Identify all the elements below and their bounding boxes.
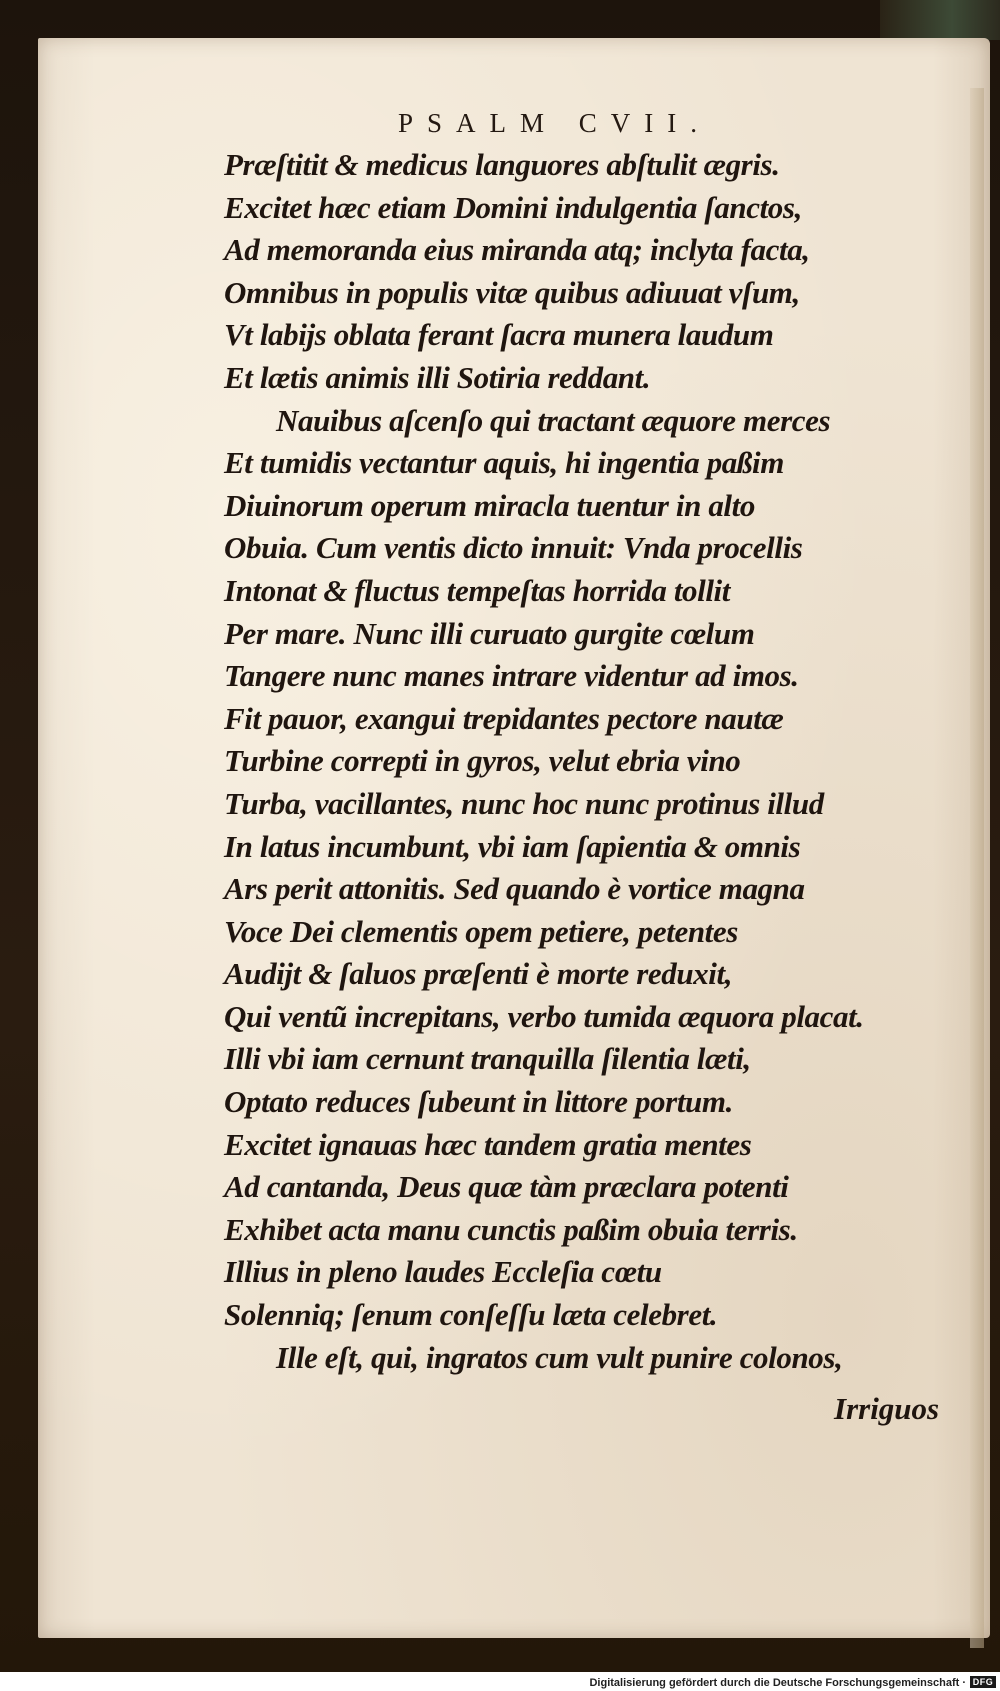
verse-line: Qui ventũ increpitans, verbo tumida æquora placat.: [224, 998, 864, 1034]
running-head: PSALM CVII.: [398, 108, 712, 138]
dfg-logo-icon: DFG: [970, 1676, 996, 1688]
verse-line: Turba, vacillantes, nunc hoc nunc protinus illud: [224, 785, 824, 821]
verse-line: Solenniq; ſenum conſeſſu læta celebret.: [224, 1297, 718, 1333]
verse-line: Et lætis animis illi Sotiria reddant.: [224, 359, 651, 395]
verse-line: Intonat & fluctus tempeſtas horrida tollit: [224, 572, 730, 608]
verse-line: Excitet ignauas hæc tandem gratia mentes: [224, 1126, 752, 1162]
verse-text: [224, 144, 964, 1379]
verse-line: Et tumidis vectantur aquis, hi ingentia paßim: [224, 445, 784, 481]
verse-line: Audijt & ſaluos præſenti è morte reduxit,: [224, 956, 733, 992]
catchword: Irriguos: [834, 1391, 940, 1426]
verse-line: Ad cantanda, Deus quæ tàm præclara potenti: [224, 1169, 789, 1205]
verse-line: Optato reduces ſubeunt in littore portum.: [224, 1084, 733, 1120]
verse-line: Omnibus in populis vitæ quibus adiuuat vſum,: [224, 274, 800, 310]
verse-line: Fit pauor, exangui trepidantes pectore nautæ: [224, 700, 784, 736]
funding-credit: Digitalisierung gefördert durch die Deutsche Forschungsgemeinschaft ·: [589, 1677, 966, 1689]
verse-line: Præſtitit & medicus languores abſtulit ægris.: [224, 147, 780, 182]
verse-line: Tangere nunc manes intrare videntur ad imos.: [224, 658, 799, 694]
verse-line: Ad memoranda eius miranda atq; inclyta facta,: [224, 232, 810, 268]
verse-line: Nauibus aſcenſo qui tractant æquore merces: [276, 402, 831, 438]
verse-line: Excitet hæc etiam Domini indulgentia ſanctos,: [224, 189, 802, 225]
verse-line: Vt labijs oblata ferant ſacra munera laudum: [224, 317, 774, 353]
verse-line: Turbine correpti in gyros, velut ebria vino: [224, 743, 741, 779]
verse-line: Diuinorum operum miracla tuentur in alto: [224, 487, 755, 523]
verse-line: Per mare. Nunc illi curuato gurgite cœlum: [224, 615, 755, 651]
verse-line: Illius in pleno laudes Eccleſia cœtu: [224, 1254, 662, 1290]
verse-line: Illi vbi iam cernunt tranquilla ſilentia læti,: [224, 1041, 751, 1077]
page-edge: [970, 88, 984, 1648]
verse-line: Voce Dei clementis opem petiere, petentes: [224, 913, 738, 949]
verse-line: Obuia. Cum ventis dicto innuit: Vnda procellis: [224, 530, 803, 566]
verse-line: Ille eſt, qui, ingratos cum vult punire colonos,: [276, 1339, 843, 1375]
verse-line: Exhibet acta manu cunctis paßim obuia terris.: [224, 1211, 798, 1247]
verse-line: Ars perit attonitis. Sed quando è vortice magna: [224, 871, 805, 907]
verse-line: In latus incumbunt, vbi iam ſapientia & omnis: [224, 828, 801, 864]
digitization-footer: [0, 1672, 1000, 1691]
